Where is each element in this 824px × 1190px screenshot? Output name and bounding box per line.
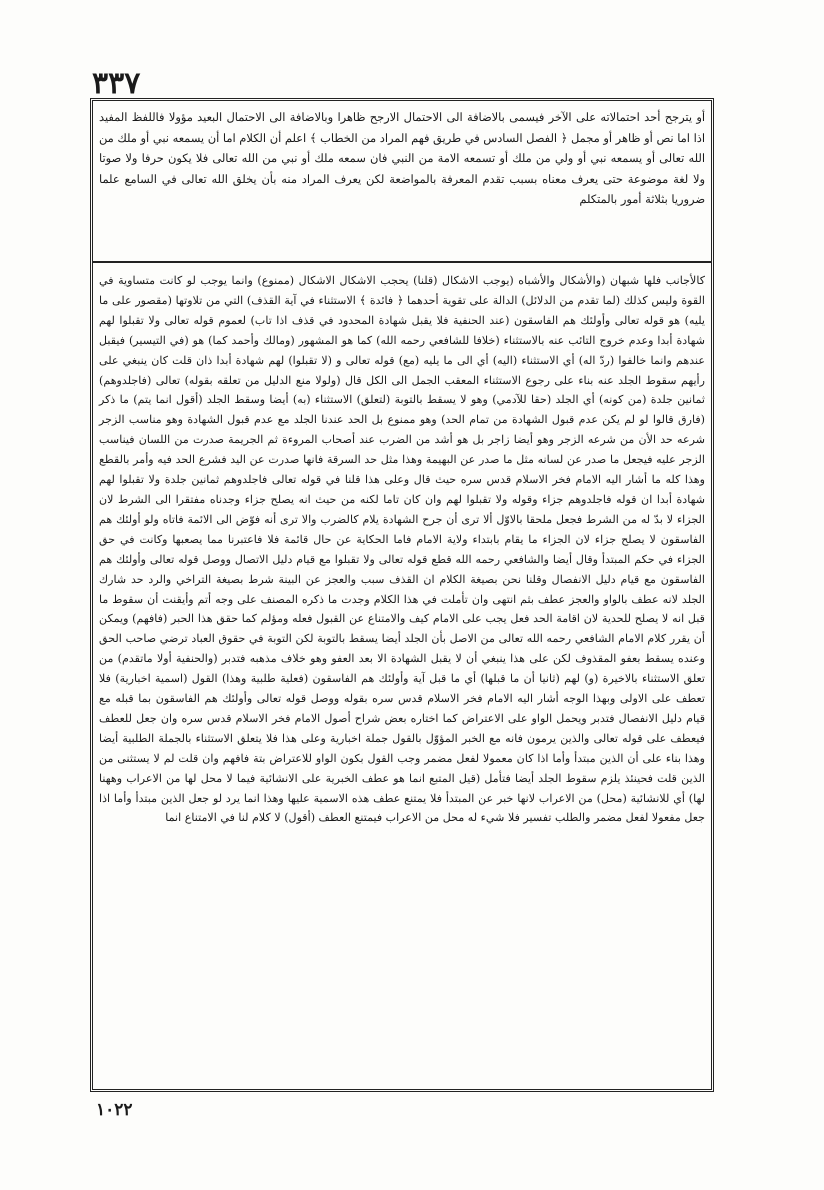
text-frame <box>90 98 714 1092</box>
section-divider <box>93 261 711 263</box>
main-paragraph: كالأجانب فلها شبهان (والأشكال والأشباه (يوجب الاشكال (قلنا) يحجب الاشكال الاشكال (ممنوع) وانما يوجب لو كانت متساوية في القوة وليس كذلك (لما تقدم من الدلائل) الدالة على تقوية أحدهما ﴿ فائدة ﴾ الاستثناء في آية القذف) التي من تلاوتها (مقصور على ما يليه) هو قوله تعالى وأولئك هم الفاسقون (عند الحنفية فلا يقبل شهادة المحدود في قذف اذا تاب) لعموم قوله تعالى ولا تقبلوا لهم شهادة أبدا وعدم خروج التائب عنه بالاستثناء (خلافا للشافعي رحمه الله) كما هو المشهور (ومالك وأحمد كما) هو (في التيسير) فيقبل عندهم وانما خالفوا (ردّ اله) أي الاستثناء (اليه) أي الى ما يليه (مع) قوله تعالى و (لا تقبلوا) لهم شهادة أبدا ذان قلت كان ينبغي على رأيهم سقوط الجلد عنه بناء على رجوع الاستثناء المعقب الجمل الى الكل قال (ولولا منع الدليل من تعلقه بقوله) تعالى (فاجلدوهم) ثمانين جلدة (من كونه) أي الجلد (حقا للآدمي) وهو لا يسقط بالتوبة (لتعلق) الاستثناء (به) أيضا وسقط الجلد (أقول انما يتم) ما ذكر (فارق قالوا لو لم يكن عدم قبول الشهادة من تمام الحد) وهو ممنوع بل الحد عندنا الجلد مع عدم قبول الشهادة وهو مناسب الزجر شرعه حد الأن من شرعه الزجر وهو أيضا زاجر بل هو أشد من الضرب عند أصحاب المروءة ثم الجريمة صدرت من اللسان فيناسب الزجر عليه فيجعل ما صدر عن لسانه مثل ما صدر عن البهيمة وهذا مثل حد السرقة فانها صدرت عن اليد فشرع الحد فيه وأمر بالقطع وهذا كله ما أشار اليه الامام فخر الاسلام قدس سره حيث قال وعلى هذا قلنا في قوله تعالى فاجلدوهم ثمانين جلدة ولا تقبلوا لهم شهادة أبدا ان قوله فاجلدوهم جزاء وقوله ولا تقبلوا لهم وان كان تاما لكنه من حيث انه يصلح جزاء وجدناه مفتقرا الى الشرط لان الجزاء لا بدّ له من الشرط فجعل ملحقا بالاوّل ألا ترى أن جرح الشهادة يلام كالضرب والا ترى أنه فوّض الى الائمة فاتاه ولو أولئك هم الفاسقون لا يصلح جزاء لان الجزاء ما يقام بابتداء ولاية الامام فاما الحكاية عن حال قائمة فلا فاعتبرنا مما يصعبها وكانت في حق الجزاء في حكم المبتدأ وقال أيضا والشافعي رحمه الله قطع قوله تعالى ولا تقبلوا مع قيام دليل الاتصال ووصل قوله تعالى وأولئك هم الفاسقون مع قيام دليل الانفصال وقلنا نحن بصيغة الكلام ان القذف سبب والعجز عن البينة شرط بصيغة التراخي والرد حد شارك الجلد لانه عطف بالواو والعجز عطف بثم انتهى وان تأملت في هذا الكلام وجدت ما ذكره المصنف على وجه أتم وأيقنت أن سقوط ما قبل انه لا يصلح للحدية لان اقامة الحد فعل يجب على الامام كيف والامتناع عن القبول فعله ومؤلم كما حقق هذا الحبر (فافهم) ويمكن أن يقرر كلام الامام الشافعي رحمه الله تعالى من الاصل بأن الجلد أيضا يسقط بالتوبة لكن التوبة في حقوق العباد ترضي صاحب الحق وعنده يسقط بعفو المقذوف لكن على هذا ينبغي أن لا يقبل الشهادة الا بعد العفو وهو خلاف مذهبه فتدبر (والحنفية أولا ماتقدم) من تعلق الاستثناء بالاخيرة (و) لهم (ثانيا أن ما قبلها) أي ما قبل آية وأولئك هم الفاسقون (فعلية طلبية وهذا) القول (اسمية اخبارية) فلا تعطف على الاولى وبهذا الوجه أشار اليه الامام فخر الاسلام قدس سره بقوله ووصل قوله تعالى وأولئك هم الفاسقون بما قبله مع قيام دليل الانفصال فتدبر ويحمل الواو على الاعتراض كما اختاره بعض شراح أصول الامام فخر الاسلام قدس سره وان جعل للعطف فيعطف على قوله تعالى والذين يرمون فانه مع الخبر المؤوّل بالقول جملة اخبارية وعلى هذا فلا يتعلق الاستثناء بالجملة الطلبية أيضا وهذا بناء على أن الذين مبتدأ وأما اذا كان معمولا لفعل مضمر وجب القول بكون الواو للاعتراض بتة فافهم وان قلت لم لا يستثنى من الذين قلت فحينئذ يلزم سقوط الجلد أيضا فتأمل (قيل المتبع انما هو عطف الخبرية على الانشائية فيما لا محل لها من الاعراب وههنا لها) أي للانشائية (محل) من الاعراب لانها خبر عن المبتدأ فلا يمتنع عطف هذه الاسمية عليها وهذا انما يرد لو جعل الذين مبتدأ وأما اذا جعل مفعولا لفعل مضمر والطلب تفسير فلا شيء له محل من الاعراب فيمتنع العطف (أقول) لا كلام لنا في الامتناع انما <box>99 274 705 825</box>
top-paragraph: أو يترجح أحد احتمالاته على الآخر فيسمى بالاضافة الى الاحتمال الارجح ظاهرا وبالاضافة الى الاحتمال البعيد مؤولا فاللفظ المفيد اذا اما نص أو ظاهر أو مجمل ﴿ الفصل السادس في طريق فهم المراد من الخطاب ﴾ اعلم أن الكلام اما أن يسمعه نبي أو ملك من الله تعالى أو يسمعه نبي أو ولي من ملك أو تسمعه الامة من النبي فان سمعه ملك أو نبي من الله تعالى فلا يكون حرفا ولا صوتا ولا لغة موضوعة حتى يعرف معناه بسبب تقدم المعرفة بالمواضعة لكن يعرف المراد منه بأن يخلق الله تعالى في السامع علما ضروريا بثلاثة أمور بالمتكلم <box>99 110 705 206</box>
page-number: ٣٣٧ <box>92 66 141 101</box>
top-text-block <box>93 107 711 257</box>
footer-code: ١٠٢٢ <box>96 1100 133 1120</box>
main-text-block <box>93 271 711 1083</box>
